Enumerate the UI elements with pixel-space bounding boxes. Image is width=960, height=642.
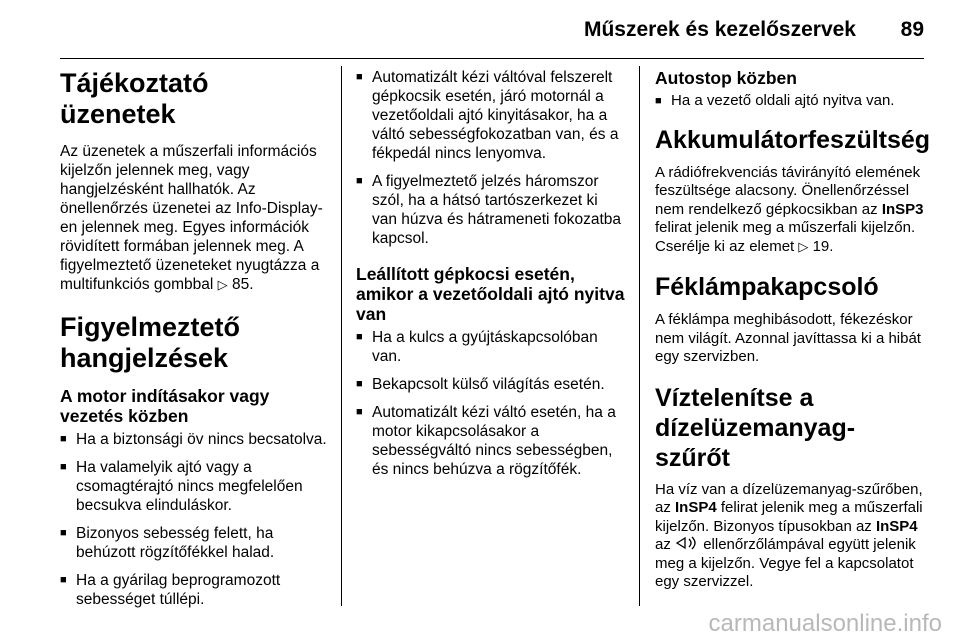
column-1 xyxy=(60,68,328,621)
section-heading: Akkumulátorfeszültség xyxy=(655,125,931,154)
display-code: InSP4 xyxy=(875,517,918,535)
list-item: ■ A figyelmeztető jelzés háromszor szól, ha a hátsó tartószerkezet ki van húzva és hátrameneti fokozatba kapcsol. xyxy=(356,172,626,248)
bullet-list xyxy=(60,430,328,609)
service-warning-icon xyxy=(675,536,699,550)
section-heading: Tájékoztató üzenetek xyxy=(60,68,209,129)
section-heading: Féklámpakapcsoló xyxy=(655,273,879,301)
bullet-list xyxy=(655,92,925,111)
column-divider xyxy=(341,66,342,606)
intro-paragraph: Az üzenetek a műszerfali információs kijelzőn jelennek meg, vagy hangjelzésként hallhatók. Az önellenőrzés üzenetei az Info-Display-en jelennek meg. Egyes információk rövidített formában jelennek meg. A figyelmeztető üzeneteket nyugtázza a multifunkciós gombbal ▷ 85. xyxy=(60,143,323,293)
list-item: ■ Ha valamelyik ajtó vagy a csomagtérajtó nincs megfelelően becsukva elinduláskor. xyxy=(60,458,328,515)
list-item: ■ Automatizált kézi váltó esetén, ha a motor kikapcsolásakor a sebességváltó nincs sebességben, és nincs behúzva a rögzítőfék. xyxy=(356,403,626,479)
page-ref-icon: ▷ xyxy=(217,277,228,292)
page-ref: 19. xyxy=(812,237,834,255)
list-item: ■ Automatizált kézi váltóval felszerelt gépkocsik esetén, járó motornál a vezetőoldali ajtó kinyitásakor, ha a váltó sebességfokozatban van, és a fékpedál nincs lenyomva. xyxy=(356,68,626,163)
page-number: 89 xyxy=(900,18,924,41)
page-ref-icon: ▷ xyxy=(798,238,809,254)
header-rule xyxy=(60,58,924,59)
diesel-paragraph: Ha víz van a dízelüzemanyag-szűrőben, az InSP4 felirat jelenik meg a műszerfali kijelzőn. Bizonyos típusokban az InSP4 az ellenőrzőlámpával együtt jelenik meg a kijelzőn. Vegye fel a kapcsolatot egy szervizzel. xyxy=(655,480,923,590)
page-ref: 85. xyxy=(231,276,254,293)
display-code: InSP4 xyxy=(675,499,717,516)
watermark: carmanualsonline.info xyxy=(708,610,942,637)
subheading: Leállított gépkocsi esetén, amikor a vezetőoldali ajtó nyitva van xyxy=(356,264,625,324)
list-item: ■ Ha a biztonsági öv nincs becsatolva. xyxy=(60,430,328,449)
subheading: Autostop közben xyxy=(655,68,797,88)
display-code: InSP3 xyxy=(881,200,924,218)
battery-paragraph: A rádiófrekvenciás távirányító elemének feszültsége alacsony. Önellenőrzéssel nem rendelkező gépkocsikban az InSP3 felirat jelenik meg a műszerfali kijelzőn. Cserélje ki az elemet ▷ 19. xyxy=(655,163,924,255)
page-header xyxy=(60,14,924,46)
list-item: ■ Bekapcsolt külső világítás esetén. xyxy=(356,375,626,394)
bullet-list xyxy=(356,328,626,479)
header-title: Műszerek és kezelőszervek xyxy=(583,18,856,41)
section-heading: Figyelmeztető hangjelzések xyxy=(60,312,241,373)
column-divider xyxy=(639,66,640,606)
column-3 xyxy=(655,68,931,604)
list-item: ■ Ha a kulcs a gyújtáskapcsolóban van. xyxy=(356,328,626,366)
section-heading: Víztelenítse a dízelüzemanyag-szűrőt xyxy=(655,383,856,472)
list-item: ■ Ha a vezető oldali ajtó nyitva van. xyxy=(655,92,925,111)
list-item: ■ Ha a gyárilag beprogramozott sebességet túllépi. xyxy=(60,571,328,609)
brake-paragraph: A féklámpa meghibásodott, fékezéskor nem világít. Azonnal javíttassa ki a hibát egy szervizben. xyxy=(655,311,921,365)
list-item: ■ Bizonyos sebesség felett, ha behúzott rögzítőfékkel halad. xyxy=(60,524,328,562)
bullet-list xyxy=(356,68,626,248)
column-2 xyxy=(356,68,626,491)
subheading: A motor indításakor vagy vezetés közben xyxy=(60,386,270,426)
